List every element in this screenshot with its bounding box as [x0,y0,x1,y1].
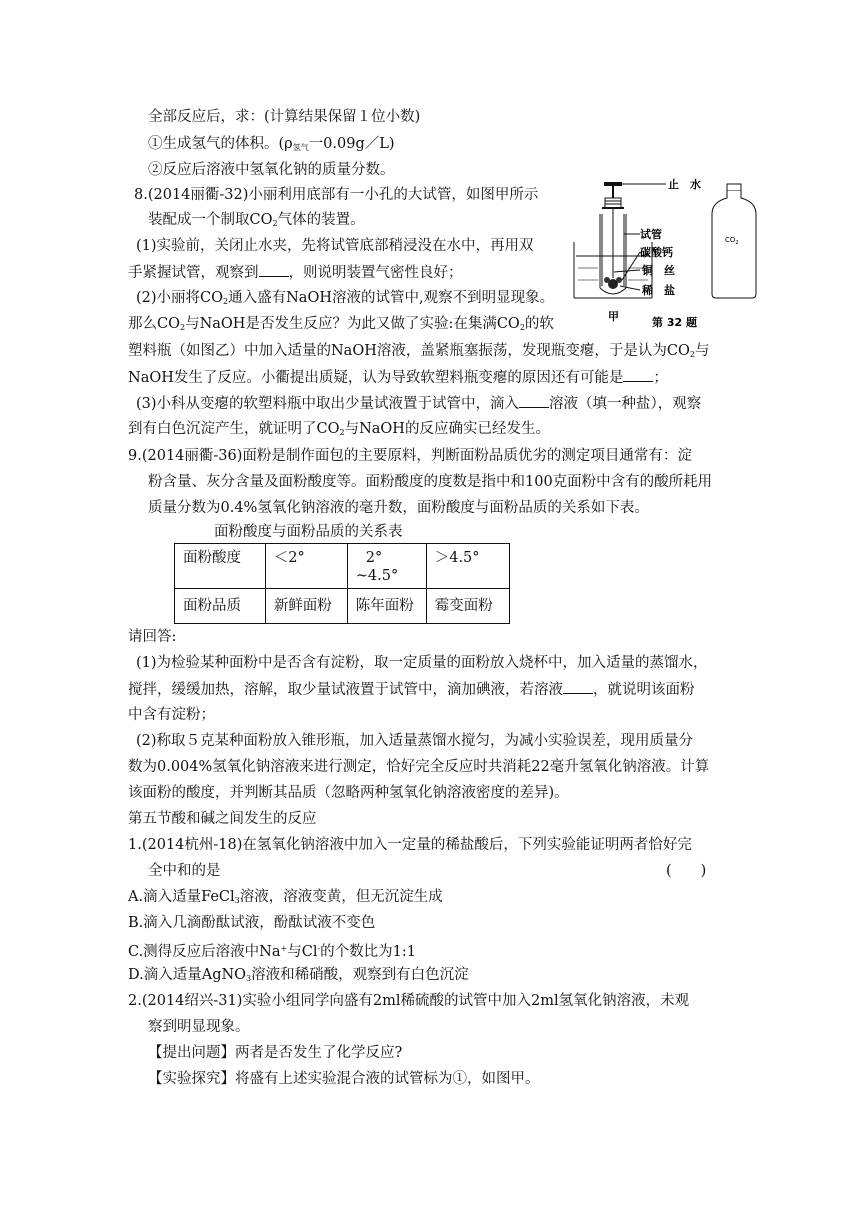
label-dilute-hcl: 稀 盐 [642,284,675,297]
text-line: 到有白色沉淀产生，就证明了$CO_2$与NaOH的反应确实已经发生。 [128,421,550,437]
co2-bottle-figure [708,182,760,300]
text-line: (1)为检验某种面粉中是否含有淀粉，取一定质量的面粉放入烧杯中，加入适量的蒸馏水， [136,655,708,671]
text-line: ①生成氢气的体积。($\rho_{氢气}$一0.09g／L) [148,136,395,152]
text-line: (2)称取５克某种面粉放入锥形瓶，加入适量蒸馏水搅匀，为减小实验误差，现用质量分 [136,733,694,749]
text-line: (3)小科从变瘪的软塑料瓶中取出少量试液置于试管中，滴入 溶液（填一种盐），观察 [136,393,701,414]
question-2-header: 2.(2014绍兴-31)实验小组同学向盛有2ml稀硫酸的试管中加入2ml氢氧化钠溶液，未观 [128,993,690,1009]
text-line: 【实验探究】将盛有上述实验混合液的试管标为①，如图甲。 [148,1071,540,1087]
text-line: (2)小丽将$CO_2$通入盛有NaOH溶液的试管中,观察不到明显现象。 [136,290,555,306]
table-cell: 霉变面粉 [426,589,509,624]
text-line: 该面粉的酸度，并判断其品质（忽略两种氢氧化钠溶液密度的差异)。 [128,785,569,801]
acidity-table [174,543,510,624]
option-a: A.滴入适量FeCl$_3$溶液，溶液变黄，但无沉淀生成 [128,889,443,905]
table-cell: 面粉品质 [175,589,266,624]
table-cell: 新鲜面粉 [265,589,347,624]
question-9-header: 9.(2014丽衢-36)面粉是制作面包的主要原料，判断面粉品质优劣的测定项目通常有：淀 [128,448,692,464]
table-cell: 2° ~4.5° [347,544,426,589]
table-cell: ＞4.5° [426,544,509,589]
answer-blank[interactable] [519,393,549,408]
text-line: NaOH发生了反应。小衢提出质疑，认为导致软塑料瓶变瘪的原因还有可能是 ； [128,367,668,388]
text-line: 数为0.004%氢氧化钠溶液来进行测定，恰好完全反应时共消耗22毫升氢氧化钠溶液。计算 [128,759,710,775]
table-title: 面粉酸度与面粉品质的关系表 [214,524,403,540]
label-copper-wire: 铜 丝 [642,264,675,277]
apparatus-figure [560,176,710,332]
text-line: 全部反应后，求：(计算结果保留１位小数) [148,109,421,125]
label-tube: 试管 [640,228,662,241]
label-caco3: 碳酸钙 [640,246,673,259]
text-line: 装配成一个制取$CO_2$气体的装置。 [148,212,365,228]
text-line: 手紧握试管，观察到 ，则说明装置气密性良好； [128,262,463,283]
text-line: 察到明显现象。 [148,1019,250,1035]
label-jia: 甲 [608,310,619,323]
text-line: ②反应后溶液中氢氧化钠的质量分数。 [148,162,395,178]
option-c: C.测得反应后溶液中Na+与Cl-的个数比为1:1 [128,944,417,960]
text-line: 粉含量、灰分含量及面粉酸度等。面粉酸度的度数是指中和100克面粉中含有的酸所耗用 [148,474,713,490]
answer-blank[interactable] [259,262,289,277]
question-8-header: 8.(2014丽衢-32)小丽利用底部有一小孔的大试管，如图甲所示 [134,187,539,203]
label-stop-clamp: 止 水 [668,178,701,191]
answer-parentheses[interactable]: ( ) [666,863,707,879]
question-1-header: 1.(2014杭州-18)在氢氧化钠溶液中加入一定量的稀盐酸后，下列实验能证明两者恰好完 [128,837,692,853]
text-line: 【提出问题】两者是否发生了化学反应? [148,1045,403,1061]
table-cell: ＜2° [265,544,347,589]
text-line: 搅拌，缓缓加热，溶解，取少量试液置于试管中，滴加碘液，若溶液 ，就说明该面粉 [128,679,695,700]
bottle-label: $CO_2$ [725,236,739,246]
option-d: D.滴入适量AgNO$_3$溶液和稀硝酸，观察到有白色沉淀 [128,967,469,983]
text-line: 中含有淀粉； [128,707,215,723]
table-cell: 陈年面粉 [347,589,426,624]
text-line: 塑料瓶（如图乙）中加入适量的NaOH溶液，盖紧瓶塞振荡，发现瓶变瘪，于是认为$CO_2$与 [128,343,710,359]
text-line: 那么$CO_2$与NaOH是否发生反应？为此又做了实验:在集满$CO_2$的软 [128,316,554,332]
text-line: 全中和的是 [148,863,221,879]
answer-blank[interactable] [563,679,593,694]
text-line: (1)实验前，关闭止水夹，先将试管底部稍浸没在水中，再用双 [136,238,534,254]
section-heading: 第五节酸和碱之间发生的反应 [128,811,317,827]
option-b: B.滴入几滴酚酞试液，酚酞试液不变色 [128,915,376,931]
text-line: 质量分数为0.4%氢氧化钠溶液的毫升数，面粉酸度与面粉品质的关系如下表。 [148,500,649,516]
figure-caption: 第 32 题 [652,316,697,329]
answer-blank[interactable] [623,367,653,382]
text-line: 请回答: [128,629,177,645]
table-cell: 面粉酸度 [175,544,266,589]
